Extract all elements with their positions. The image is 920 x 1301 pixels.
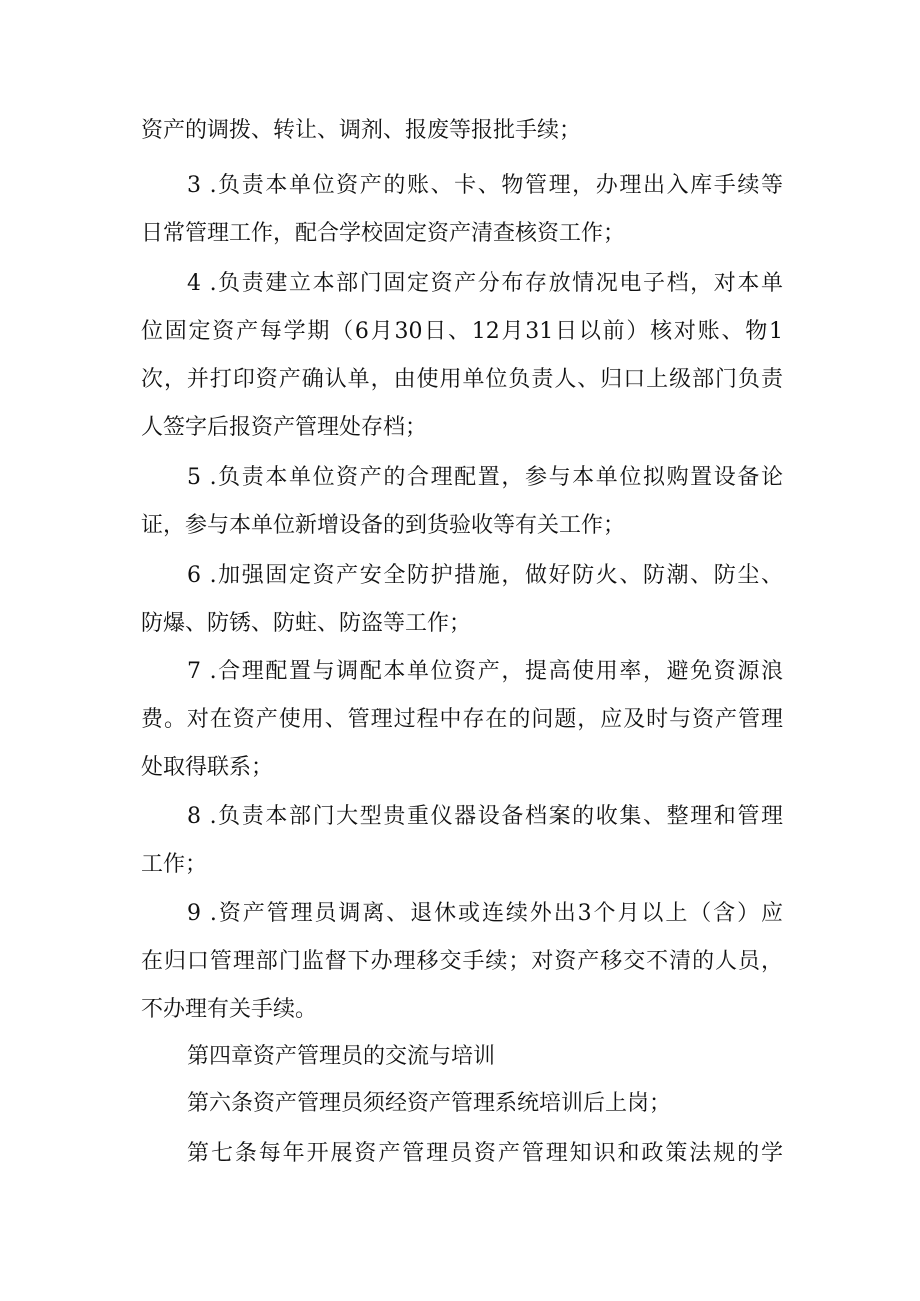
text-line: 8 .负责本部门大型贵重仪器设备档案的收集、整理和管理 bbox=[187, 804, 783, 829]
text-line: 证，参与本单位新增设备的到货验收等有关工作； bbox=[141, 513, 626, 538]
text-line: 处取得联系； bbox=[141, 755, 274, 780]
text-line: 费。对在资产使用、管理过程中存在的问题，应及时与资产管理 bbox=[141, 707, 783, 732]
text-line: 位固定资产每学期（6月30日、12月31日以前）核对账、物1 bbox=[141, 319, 783, 344]
chapter-heading: 第四章资产管理员的交流与培训 bbox=[187, 1044, 496, 1069]
text-line: 4 .负责建立本部门固定资产分布存放情况电子档，对本单 bbox=[187, 271, 783, 296]
text-line: 7 .合理配置与调配本单位资产，提高使用率，避免资源浪 bbox=[187, 659, 783, 684]
text-line: 次，并打印资产确认单，由使用单位负责人、归口上级部门负责 bbox=[141, 367, 783, 392]
text-line: 工作； bbox=[141, 852, 208, 877]
article-line: 第七条每年开展资产管理员资产管理知识和政策法规的学 bbox=[187, 1141, 783, 1166]
text-line: 6 .加强固定资产安全防护措施，做好防火、防潮、防尘、 bbox=[187, 563, 783, 588]
text-line: 人签字后报资产管理处存档； bbox=[141, 415, 428, 440]
text-line: 日常管理工作，配合学校固定资产清查核资工作； bbox=[141, 221, 626, 246]
text-line: 在归口管理部门监督下办理移交手续；对资产移交不清的人员， bbox=[141, 949, 783, 974]
text-line: 不办理有关手续。 bbox=[141, 997, 318, 1022]
text-line: 5 .负责本单位资产的合理配置，参与本单位拟购置设备论 bbox=[187, 465, 783, 490]
article-line: 第六条资产管理员须经资产管理系统培训后上岗； bbox=[187, 1091, 672, 1116]
text-line: 3 .负责本单位资产的账、卡、物管理，办理出入库手续等 bbox=[187, 173, 783, 198]
text-line: 9 .资产管理员调离、退休或连续外出3个月以上（含）应 bbox=[187, 901, 783, 926]
text-line: 防爆、防锈、防蛀、防盗等工作； bbox=[141, 611, 472, 636]
text-line: 资产的调拨、转让、调剂、报废等报批手续； bbox=[141, 118, 582, 143]
